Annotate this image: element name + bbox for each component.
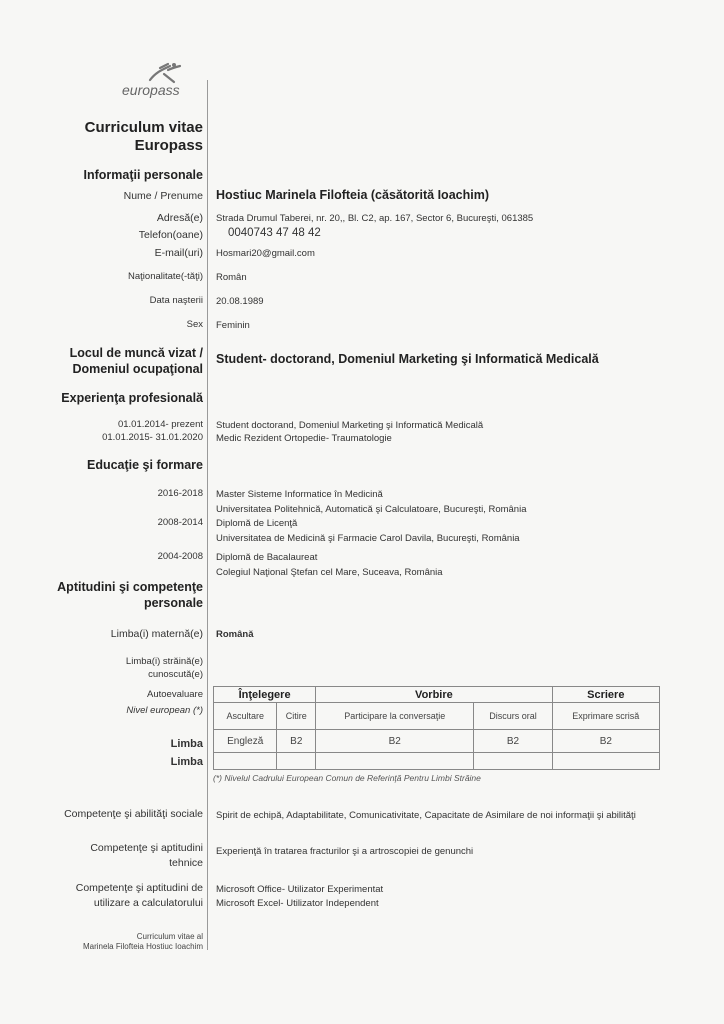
experience-desc: Medic Rezident Ortopedie- Traumatologie — [216, 433, 392, 444]
birthdate-value: 20.08.1989 — [216, 296, 264, 307]
computer-skills-value-1: Microsoft Office- Utilizator Experimentat — [216, 884, 384, 895]
cv-title — [85, 119, 203, 155]
birthdate-label: Data naşterii — [149, 295, 203, 306]
phone-value: 0040743 47 48 42 — [228, 227, 321, 239]
europass-logo — [112, 62, 222, 106]
column-writing: Exprimare scrisă — [552, 703, 659, 730]
email-label: E-mail(uri) — [154, 247, 203, 259]
cell-production: B2 — [474, 730, 552, 753]
phone-label: Telefon(oane) — [138, 229, 203, 241]
skills-heading-line1: Aptitudini şi competenţe — [57, 580, 203, 594]
european-level-label: Nivel european (*) — [126, 705, 203, 716]
column-divider — [207, 80, 208, 950]
education-title: Diplomă de Licenţă — [216, 518, 298, 529]
group-understanding: Înţelegere — [214, 687, 316, 703]
mother-tongue-label: Limba(i) maternă(e) — [110, 628, 203, 640]
computer-skills-label-line2: utilizare a calculatorului — [93, 897, 203, 909]
sex-value: Feminin — [216, 320, 250, 331]
sex-label: Sex — [186, 319, 203, 330]
nationality-value: Român — [216, 272, 247, 283]
cell-listening: Engleză — [214, 730, 277, 753]
education-title: Master Sisteme Informatice în Medicină — [216, 489, 383, 500]
computer-skills-value-2: Microsoft Excel- Utilizator Independent — [216, 898, 379, 909]
job-label — [70, 345, 203, 377]
europass-logo-text: europass — [122, 82, 180, 98]
skills-heading — [57, 579, 203, 611]
social-skills-label: Competenţe şi abilităţi sociale — [64, 808, 203, 820]
job-label-line1: Locul de muncă vizat / — [69, 346, 203, 360]
computer-skills-label-line1: Competenţe şi aptitudini de — [75, 882, 203, 894]
group-writing: Scriere — [552, 687, 659, 703]
group-speaking: Vorbire — [316, 687, 552, 703]
nationality-label: Naţionalitate(-tăţi) — [128, 271, 203, 282]
cell-empty — [277, 753, 316, 770]
name-label: Nume / Prenume — [123, 190, 203, 202]
cell-writing: B2 — [552, 730, 659, 753]
foreign-languages-label-line1: Limba(i) străină(e) — [125, 656, 203, 667]
foreign-languages-label — [126, 655, 203, 681]
education-period: 2016-2018 — [157, 488, 203, 499]
education-institution: Universitatea Politehnică, Automatică şi Calculatoare, Bucureşti, România — [216, 504, 527, 515]
cell-empty — [214, 753, 277, 770]
education-heading: Educaţie şi formare — [86, 458, 203, 472]
education-institution: Universitatea de Medicină şi Farmacie Carol Davila, Bucureşti, România — [216, 533, 520, 544]
education-institution: Colegiul Naţional Ştefan cel Mare, Suceava, România — [216, 567, 443, 578]
cefr-footnote: (*) Nivelul Cadrului European Comun de Referinţă Pentru Limbi Străine — [213, 773, 481, 783]
language-row-label: Limba — [170, 756, 203, 768]
footer-note — [83, 932, 203, 952]
cell-empty — [552, 753, 659, 770]
language-assessment-table — [213, 686, 660, 770]
education-period: 2008-2014 — [157, 517, 203, 528]
technical-skills-label-line1: Competenţe şi aptitudini — [90, 842, 203, 854]
job-label-line2: Domeniul ocupaţional — [72, 362, 203, 376]
job-value: Student- doctorand, Domeniul Marketing şi Informatică Medicală — [216, 352, 599, 366]
computer-skills-label — [76, 881, 203, 911]
cell-reading: B2 — [277, 730, 316, 753]
experience-period: 01.01.2014- prezent — [117, 419, 203, 430]
footer-line1: Curriculum vitae al — [136, 932, 203, 941]
column-listening: Ascultare — [214, 703, 277, 730]
education-period: 2004-2008 — [157, 551, 203, 562]
name-value: Hostiuc Marinela Filofteia (căsătorită Ioachim) — [216, 188, 489, 202]
cell-interaction: B2 — [316, 730, 474, 753]
skills-heading-line2: personale — [143, 596, 203, 610]
technical-skills-label — [90, 841, 203, 871]
mother-tongue-value: Română — [216, 629, 254, 640]
social-skills-value: Spirit de echipă, Adaptabilitate, Comunicativitate, Capacitate de Asimilare de noi informaţii şi abilităţi — [216, 810, 636, 821]
table-column-header — [214, 703, 660, 730]
experience-desc: Student doctorand, Domeniul Marketing şi Informatică Medicală — [216, 420, 484, 431]
table-row — [214, 753, 660, 770]
experience-heading: Experienţa profesională — [61, 391, 203, 405]
footer-line2: Marinela Filofteia Hostiuc Ioachim — [82, 942, 203, 951]
cell-empty — [474, 753, 552, 770]
education-title: Diplomă de Bacalaureat — [216, 552, 318, 563]
cv-title-line1: Curriculum vitae — [84, 119, 203, 136]
column-interaction: Participare la conversaţie — [316, 703, 474, 730]
column-reading: Citire — [277, 703, 316, 730]
cell-empty — [316, 753, 474, 770]
address-value: Strada Drumul Taberei, nr. 20,, Bl. C2, ap. 167, Sector 6, Bucureşti, 061385 — [216, 213, 534, 224]
table-group-header — [214, 687, 660, 703]
table-row — [214, 730, 660, 753]
experience-period: 01.01.2015- 31.01.2020 — [102, 432, 203, 443]
foreign-languages-label-line2: cunoscută(e) — [148, 669, 203, 680]
email-value: Hosmari20@gmail.com — [216, 248, 315, 259]
address-label: Adresă(e) — [156, 212, 203, 224]
cv-title-line2: Europass — [134, 137, 203, 154]
technical-skills-label-line2: tehnice — [169, 857, 203, 869]
self-assessment-label: Autoevaluare — [147, 689, 203, 700]
technical-skills-value: Experienţă în tratarea fracturilor şi a artroscopiei de genunchi — [216, 846, 474, 857]
column-production: Discurs oral — [474, 703, 552, 730]
language-row-label: Limba — [170, 738, 203, 750]
personal-heading: Informaţii personale — [83, 168, 203, 182]
